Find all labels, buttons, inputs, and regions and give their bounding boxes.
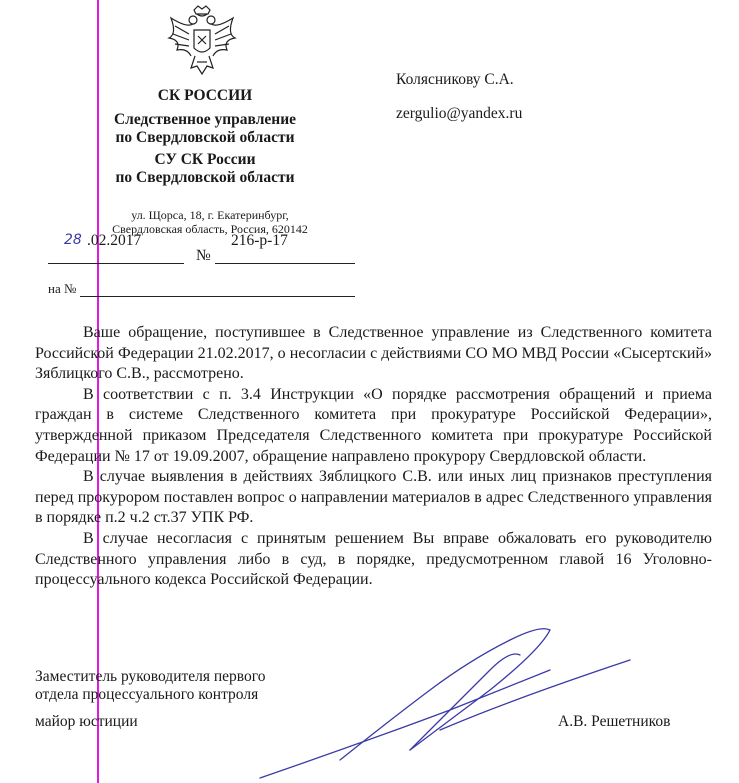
signer-rank: майор юстиции (35, 713, 138, 730)
number-underline (215, 263, 355, 264)
body-paragraph-4: В случае несогласия с принятым решением Вы вправе обжаловать его руководителю Следственного управления либо в суд, в порядке, предусмотренном главой 16 Уголовно-процессуального кодекса Российской Федерации. (35, 529, 712, 589)
org-sub2-line2: по Свердловской области (115, 169, 295, 186)
address-line2: Свердловская область, Россия, 620142 (112, 222, 308, 236)
reference-label: на № (48, 281, 77, 296)
reference-underline (80, 296, 355, 297)
doc-date: .02.2017 (87, 232, 142, 249)
handwritten-signature (250, 610, 650, 783)
signer-position-line1: Заместитель руководителя первого (35, 668, 266, 685)
body-paragraph-2: В соответствии с п. 3.4 Инструкции «О порядке рассмотрения обращений и приема граждан в системе Следственного комитета при прокуратуре Российской Федерации», утвержденной приказом Председателя Следственного комитета при прокуратуре Российской Федерации № 17 от 19.09.2007, обращение направлено прокурору Свердловской области. (35, 385, 712, 465)
doc-number: 216-р-17 (231, 232, 288, 249)
address-line1: ул. Щорса, 18, г. Екатеринбург, (131, 208, 289, 222)
recipient-name: Колясникову С.А. (396, 71, 514, 88)
org-sub1-line1: Следственное управление (113, 111, 297, 128)
letter-body (35, 323, 712, 591)
org-main-title: СК РОССИИ (157, 87, 253, 104)
signer-position-line2: отдела процессуального контроля (35, 686, 259, 703)
org-sub2-line1: СУ СК России (154, 151, 256, 168)
coat-of-arms-emblem (163, 4, 241, 78)
recipient-email: zergulio@yandex.ru (396, 105, 523, 122)
body-paragraph-1: Ваше обращение, поступившее в Следственное управление из Следственного комитета Российской Федерации 21.02.2017, о несогласии с действиями СО МО МВД России «Сысертский» Зяблицкого С.В., рассмотрено. (35, 324, 712, 383)
date-underline (48, 263, 184, 264)
number-sign: № (196, 247, 211, 264)
org-sub1-line2: по Свердловской области (115, 129, 295, 146)
date-day-handwritten: 28 (64, 232, 82, 248)
body-paragraph-3: В случае выявления в действиях Зяблицкого С.В. или иных лиц признаков преступления перед прокурором поставлен вопрос о направлении материалов в адрес Следственного управления в порядке п.2 ч.2 ст.37 УПК РФ. (35, 468, 712, 527)
signer-name: А.В. Решетников (558, 713, 671, 730)
